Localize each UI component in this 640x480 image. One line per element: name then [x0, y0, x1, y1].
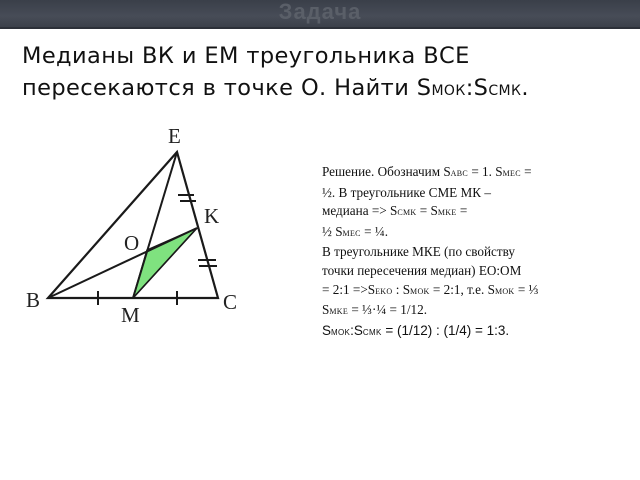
point-e-label: E	[168, 124, 181, 148]
solution-line-3: медиана => SCMK = SMKE =	[322, 203, 468, 219]
median-em	[133, 152, 177, 298]
solution-line-1: Решение. Обозначим SABC = 1. SMEC =	[322, 164, 532, 179]
solution-line-9: SMOK:SCMK = (1/12) : (1/4) = 1:3.	[322, 322, 510, 338]
solution-text	[322, 163, 584, 342]
point-b-label: B	[26, 288, 41, 312]
point-m-label: M	[121, 303, 140, 327]
triangle-bce	[48, 152, 218, 298]
solution-line-7: = 2:1 =>SEKO : SMOK = 2:1, т.е. SMOK = ⅓	[322, 281, 539, 297]
solution-line-4: ½ SMEC = ¼.	[322, 223, 388, 239]
problem-line-1: Медианы ВК и ЕМ треугольника ВСЕ	[22, 43, 470, 69]
solution-line-8: SMKE = ⅓·¼ = 1/12.	[322, 302, 428, 318]
point-k-label: K	[204, 204, 220, 228]
solution-line-6: точки пересечения медиан) ЕО:ОМ	[322, 262, 522, 278]
slide-title: Задача	[278, 0, 362, 24]
solution-line-2: ½. В треугольнике СМЕ МК –	[322, 184, 491, 200]
solution-line-5: В треугольнике МКЕ (по свойству	[322, 244, 516, 260]
problem-line-2: пересекаются в точке О. Найти SМОК:SСМК.	[22, 75, 529, 101]
median-bk	[48, 228, 197, 298]
point-o-label: O	[124, 231, 140, 255]
point-c-label: C	[223, 290, 238, 314]
